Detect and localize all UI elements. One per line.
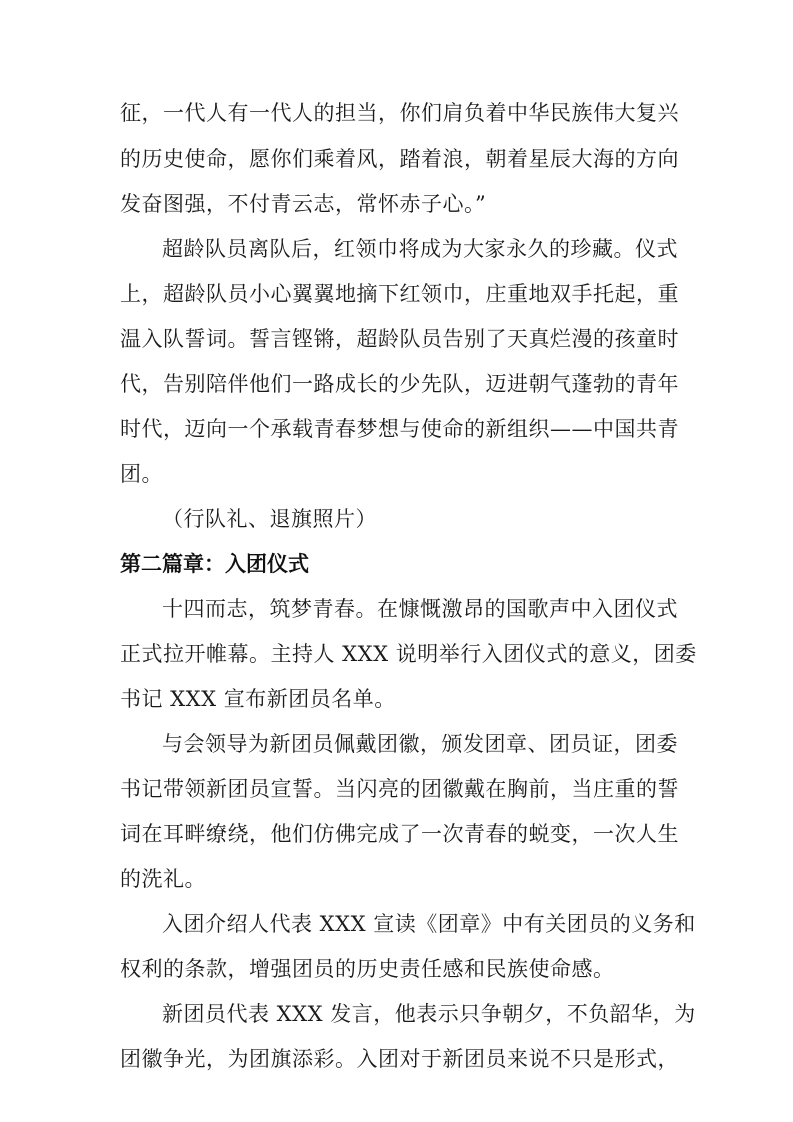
text-line: 的洗礼。 xyxy=(120,867,206,891)
text-line: 上，超龄队员小心翼翼地摘下红领巾，庄重地双手托起，重 xyxy=(120,282,679,306)
text-line: 团徽争光，为团旗添彩。入团对于新团员来说不只是形式， xyxy=(120,1047,679,1071)
text-line: 书记 XXX 宣布新团员名单。 xyxy=(120,687,396,711)
text-line: 与会领导为新团员佩戴团徽，颁发团章、团员证，团委 xyxy=(162,732,678,756)
text-line: 十四而志，筑梦青春。在慷慨激昂的国歌声中入团仪式 xyxy=(162,597,678,621)
text-line: 时代，迈向一个承载青春梦想与使命的新组织——中国共青 xyxy=(120,417,679,441)
text-line: 正式拉开帷幕。主持人 XXX 说明举行入团仪式的意义，团委 xyxy=(120,642,697,666)
text-line: 词在耳畔缭绕，他们仿佛完成了一次青春的蜕变，一次人生 xyxy=(120,822,679,846)
photo-caption: （行队礼、退旗照片） xyxy=(162,507,377,531)
text-line: 书记带领新团员宣誓。当闪亮的团徽戴在胸前，当庄重的誓 xyxy=(120,777,679,801)
text-line: 入团介绍人代表 XXX 宣读《团章》中有关团员的义务和 xyxy=(162,912,696,936)
text-line: 团。 xyxy=(120,462,163,486)
text-line: 温入队誓词。誓言铿锵，超龄队员告别了天真烂漫的孩童时 xyxy=(120,327,679,351)
text-line: 的历史使命，愿你们乘着风，踏着浪，朝着星辰大海的方向 xyxy=(120,147,679,171)
text-line: 代，告别陪伴他们一路成长的少先队，迈进朝气蓬勃的青年 xyxy=(120,372,679,396)
text-line: 发奋图强，不付青云志，常怀赤子心。” xyxy=(120,192,487,216)
text-line: 新团员代表 XXX 发言，他表示只争朝夕，不负韶华，为 xyxy=(162,1002,696,1026)
text-line: 权利的条款，增强团员的历史责任感和民族使命感。 xyxy=(120,957,615,981)
section-title: 第二篇章：入团仪式 xyxy=(120,552,309,576)
text-line: 超龄队员离队后，红领巾将成为大家永久的珍藏。仪式 xyxy=(162,237,678,261)
text-line: 征，一代人有一代人的担当，你们肩负着中华民族伟大复兴 xyxy=(120,101,679,125)
